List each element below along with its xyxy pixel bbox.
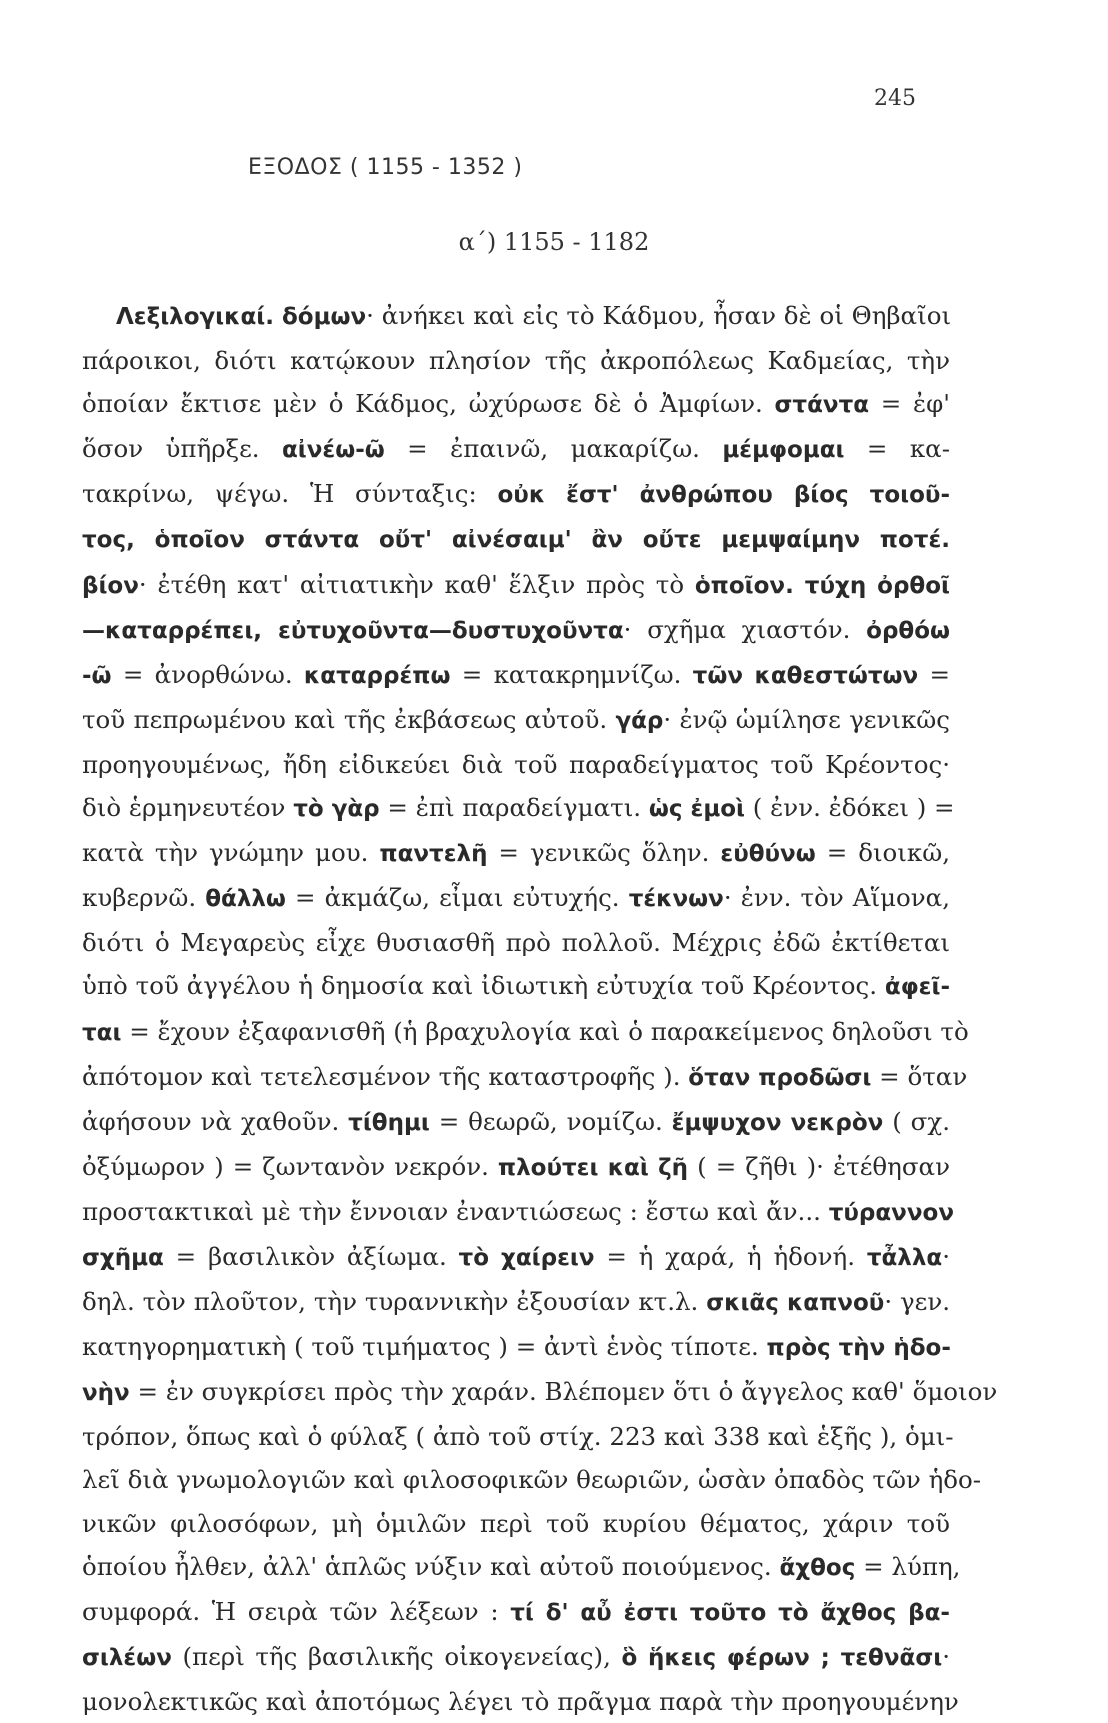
text-run: κυβερνῶ. <box>82 883 206 913</box>
bold-lemma: παντελῆ <box>379 841 488 868</box>
text-line <box>82 1502 950 1545</box>
text-line <box>82 1145 950 1190</box>
bold-lemma: πρὸς τὴν ἡδο- <box>766 1335 951 1362</box>
commentary-text <box>82 294 998 1723</box>
bold-lemma: γάρ <box>615 707 664 734</box>
text-run: συμφορά. Ἡ σειρὰ τῶν λέξεων : <box>82 1596 511 1626</box>
text-run: ( ἐνν. ἐδόκει ) = <box>745 793 955 823</box>
bold-lemma: τίθημι <box>348 1109 430 1136</box>
bold-lemma: —καταρρέπει, εὐτυχοῦντα—δυστυχοῦντα <box>82 617 624 644</box>
bold-lemma: οὐκ ἔστ' ἀνθρώπου βίος τοιοῦ- <box>497 482 950 509</box>
text-line <box>82 1190 954 1235</box>
bold-lemma: τέκνων <box>628 886 724 913</box>
bold-lemma: τῶν καθεστώτων <box>692 662 919 689</box>
text-line <box>82 831 950 876</box>
text-line <box>82 1055 968 1100</box>
text-run: διὸ ἑρμηνευτέον <box>82 793 294 823</box>
page-number: 245 <box>874 86 916 111</box>
bold-lemma: σχῆμα <box>82 1244 164 1271</box>
text-run: ὁποίου ἦλθεν, ἀλλ' ἁπλῶς νύξιν καὶ αὐτοῦ ποιούμενος. <box>82 1551 780 1581</box>
bold-lemma: Λεξιλογικαί. δόμων <box>116 304 367 330</box>
bold-lemma: εὐθύνω <box>720 841 816 868</box>
text-run: ἀπότομον καὶ τετελεσμένον τῆς καταστροφῆς ). <box>82 1061 689 1091</box>
text-run: ὁποίαν ἔκτισε μὲν ὁ Κάδμος, ὠχύρωσε δὲ ὁ Ἀμφίων. <box>82 389 775 419</box>
text-run: = ἐν συγκρίσει πρὸς τὴν χαράν. Βλέπομεν ὅτι ὁ ἄγγελος καθ' ὅμοιον <box>129 1377 998 1407</box>
section-title: ΕΞΟΔΟΣ ( 1155 - 1352 ) <box>248 155 523 180</box>
text-run: διότι ὁ Μεγαρεὺς εἶχε θυσιασθῆ πρὸ πολλοῦ. Μέχρις ἐδῶ ἐκτίθεται <box>82 928 950 958</box>
bold-lemma: τύραννον <box>828 1199 954 1226</box>
text-run: · <box>942 1641 950 1671</box>
bold-lemma: στάντα <box>774 392 870 419</box>
bold-lemma: τἆλλα <box>866 1244 943 1271</box>
bold-lemma: ται <box>82 1019 122 1046</box>
text-run: = ἀκμάζω, εἶμαι εὐτυχής. <box>285 883 629 913</box>
text-line <box>82 472 950 517</box>
text-run: δηλ. τὸν πλοῦτον, τὴν τυραννικὴν ἐξουσίαν κτ.λ. <box>82 1287 707 1317</box>
bold-lemma: αἰνέω-ῶ <box>282 437 385 464</box>
text-run: ὀξύμωρον ) = ζωντανὸν νεκρόν. <box>82 1151 498 1181</box>
text-line <box>82 517 950 562</box>
text-run: · ἐνν. τὸν Αἵμονα, <box>723 883 950 913</box>
text-run: = ὅταν <box>871 1061 968 1091</box>
bold-lemma: βίον <box>82 572 139 599</box>
text-line <box>82 653 950 698</box>
bold-lemma: τὸ γὰρ <box>293 796 380 823</box>
text-line <box>82 563 950 608</box>
text-line <box>82 608 950 653</box>
text-run: κατὰ τὴν γνώμην μου. <box>82 838 380 868</box>
text-run: = ἐφ' <box>869 389 950 419</box>
bold-lemma: ἄχθος <box>779 1554 856 1581</box>
bold-lemma: σκιᾶς καπνοῦ <box>706 1290 885 1317</box>
text-run: ( σχ. <box>883 1106 950 1136</box>
text-run: · γεν. <box>884 1287 951 1317</box>
text-line <box>82 1280 950 1325</box>
text-run: · ἀνήκει καὶ εἰς τὸ Κάδμου, ἦσαν δὲ οἱ Θηβαῖοι <box>366 301 952 330</box>
text-line <box>82 1545 961 1590</box>
bold-lemma: ὅταν προδῶσι <box>688 1064 872 1091</box>
text-run: = ἀνορθώνω. <box>111 659 304 689</box>
text-run: = ἡ χαρά, ἡ ἡδονή. <box>594 1241 867 1271</box>
text-run: κατηγορηματικὴ ( τοῦ τιμήματος ) = ἀντὶ ἑνὸς τίποτε. <box>82 1332 767 1362</box>
text-run: τακρίνω, ψέγω. Ἡ σύνταξις: <box>82 479 498 509</box>
text-line <box>82 743 950 786</box>
text-line <box>82 1370 998 1415</box>
bold-lemma: ἀφεῖ- <box>884 974 950 1001</box>
bold-lemma: νὴν <box>82 1380 130 1407</box>
text-run: · σχῆμα χιαστόν. <box>623 614 867 644</box>
text-line <box>82 1415 954 1458</box>
text-run: (περὶ τῆς βασιλικῆς οἰκογενείας), <box>171 1641 622 1671</box>
bold-lemma: τὸ χαίρειν <box>458 1244 595 1271</box>
text-run: = κα- <box>844 434 950 464</box>
text-run: = λύπη, <box>855 1551 961 1581</box>
text-run: ὅσον ὑπῆρξε. <box>82 434 282 464</box>
bold-lemma: -ῶ <box>82 662 112 689</box>
text-line <box>82 1235 950 1280</box>
text-run: = βασιλικὸν ἀξίωμα. <box>163 1241 459 1271</box>
bold-lemma: ὁποῖον. τύχη ὀρθοῖ <box>694 572 950 599</box>
text-line <box>82 1635 950 1680</box>
text-line <box>82 427 950 472</box>
text-run: τρόπον, ὅπως καὶ ὁ φύλαξ ( ἀπὸ τοῦ στίχ. 223 καὶ 338 καὶ ἑξῆς ), ὁμι- <box>82 1422 954 1452</box>
text-run: λεῖ διὰ γνωμολογιῶν καὶ φιλοσοφικῶν θεωριῶν, ὡσὰν ὀπαδὸς τῶν ἡδο- <box>82 1465 982 1495</box>
text-line <box>82 964 950 1009</box>
text-run: πάροικοι, διότι κατῴκουν πλησίον τῆς ἀκροπόλεως Καδμείας, τὴν <box>82 346 950 376</box>
bold-lemma: πλούτει καὶ ζῆ <box>497 1154 689 1181</box>
text-run: ὑπὸ τοῦ ἀγγέλου ἡ δημοσία καὶ ἰδιωτικὴ εὐτυχία τοῦ Κρέοντος. <box>82 971 885 1001</box>
text-line <box>82 786 955 831</box>
subsection-title: α΄) 1155 - 1182 <box>458 228 650 256</box>
text-run: προηγουμένως, ἤδη εἰδικεύει διὰ τοῦ παραδείγματος τοῦ Κρέοντος· <box>82 749 950 779</box>
text-run: · ἐνῷ ὡμίλησε γενικῶς <box>663 704 950 734</box>
bold-lemma: μέμφομαι <box>722 437 845 464</box>
text-line <box>82 382 950 427</box>
bold-lemma: ὃ ἥκεις φέρων ; τεθνᾶσι <box>621 1644 943 1671</box>
text-run: ( = ζῆθι )· ἐτέθησαν <box>688 1151 951 1181</box>
text-run: προστακτικαὶ μὲ τὴν ἔννοιαν ἐναντιώσεως : ἔστω καὶ ἄν... <box>82 1196 829 1226</box>
text-line <box>82 1590 950 1635</box>
bold-lemma: καταρρέπω <box>303 662 451 689</box>
text-run: τοῦ πεπρωμένου καὶ τῆς ἐκβάσεως αὐτοῦ. <box>82 704 616 734</box>
text-run: ἀφήσουν νὰ χαθοῦν. <box>82 1106 349 1136</box>
text-run: · ἐτέθη κατ' αἰτιατικὴν καθ' ἕλξιν πρὸς τὸ <box>138 569 695 599</box>
text-line <box>82 698 950 743</box>
text-line <box>82 339 950 382</box>
text-run: = θεωρῶ, νομίζω. <box>429 1106 672 1136</box>
bold-lemma: ὡς ἐμοὶ <box>648 796 746 823</box>
bold-lemma: τί δ' αὖ ἐστι τοῦτο τὸ ἄχθος βα- <box>510 1599 950 1626</box>
text-run: νικῶν φιλοσόφων, μὴ ὁμιλῶν περὶ τοῦ κυρίου θέματος, χάριν τοῦ <box>82 1508 950 1538</box>
text-run: = <box>918 659 950 689</box>
text-run: = διοικῶ, <box>815 838 950 868</box>
bold-lemma: τος, ὁποῖον στάντα οὔτ' αἰνέσαιμ' ἂν οὔτε μεμψαίμην ποτέ. <box>82 527 950 554</box>
text-run: μονολεκτικῶς καὶ ἀποτόμως λέγει τὸ πρᾶγμα παρὰ τὴν προηγουμένην <box>82 1686 959 1716</box>
text-run: = ἔχουν ἐξαφανισθῆ (ἡ βραχυλογία καὶ ὁ παρακείμενος δηλοῦσι τὸ <box>121 1016 969 1046</box>
text-run: = κατακρημνίζω. <box>450 659 693 689</box>
text-line <box>82 1100 950 1145</box>
text-run: = γενικῶς ὅλην. <box>487 838 721 868</box>
text-run: = ἐπὶ παραδείγματι. <box>379 793 649 823</box>
text-line <box>82 876 950 921</box>
bold-lemma: θάλλω <box>205 886 286 913</box>
text-run: = ἐπαινῶ, μακαρίζω. <box>384 434 723 464</box>
bold-lemma: ὀρθόω <box>866 617 950 644</box>
text-run: · <box>942 1241 950 1271</box>
text-line <box>82 1010 969 1055</box>
text-line <box>82 921 950 964</box>
text-line <box>82 1325 950 1370</box>
text-line <box>82 1680 959 1723</box>
bold-lemma: ἔμψυχον νεκρὸν <box>671 1109 884 1136</box>
text-line <box>82 1458 982 1501</box>
bold-lemma: σιλέων <box>82 1644 172 1671</box>
text-line <box>82 294 950 339</box>
